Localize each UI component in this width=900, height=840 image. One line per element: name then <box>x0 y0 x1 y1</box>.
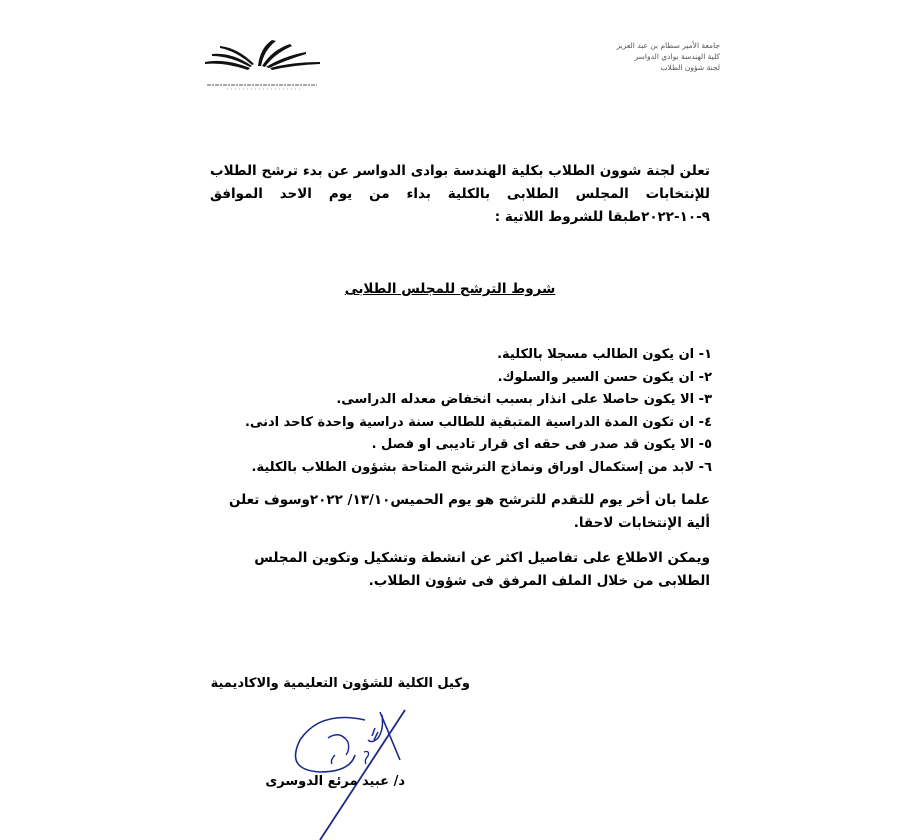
condition-item: ٥- الا يكون قد صدر فى حقه اى قرار تاديبى او فصل . <box>371 437 712 452</box>
header-line-college: كلية الهندسة بوادي الدواسر <box>634 52 720 61</box>
condition-item: ٣- الا يكون حاصلا على انذار بسبب انخفاض معدله الدراسى. <box>336 392 712 407</box>
condition-item: ٢- ان يكون حسن السير والسلوك. <box>497 369 712 385</box>
header-line-university: جامعة الأمير سطام بن عبد العزيز <box>616 41 720 50</box>
conditions-title: شروط الترشح للمجلس الطلابى <box>344 281 556 297</box>
condition-item: ٦- لابد من إستكمال اوراق ونماذج الترشح المتاحة بشؤون الطلاب بالكلية. <box>251 459 712 475</box>
conditions-list <box>212 344 712 479</box>
header-line-committee: لجنة شؤون الطلاب <box>660 63 720 72</box>
announcement-intro: تعلن لجنة شوون الطلاب بكلية الهندسة بوادى الدواسر عن بدء ترشح الطلاب للإنتخابات المجلس الطلابى بالكلية بداء من يوم الاحد الموافق ٩-١٠-٢٠٢٢طبقا للشروط اللاتية : <box>210 163 710 225</box>
letterhead-text <box>560 40 720 73</box>
signatory-name: د/ عبيد مرئع الدوسرى <box>265 774 405 789</box>
more-info-paragraph: ويمكن الاطلاع على تفاصيل اكثر عن انشطة وتشكيل وتكوين المجلس الطلابى من خلال الملف المرفق فى شؤون الطلاب. <box>254 550 710 589</box>
signatory-title: وكيل الكلية للشؤون التعليمية والاكاديمية <box>210 676 470 691</box>
deadline-note: علما بان أخر يوم للتقدم للترشح هو يوم الحميس١٣/١٠/ ٢٠٢٢وسوف تعلن ألية الإنتخابات لاحقا. <box>229 492 710 531</box>
logo-caption-text-icon <box>207 82 317 90</box>
logo-caption <box>207 82 317 90</box>
condition-item: ٤- ان تكون المدة الدراسية المتبقية للطالب سنة دراسية واحدة كاحد ادنى. <box>244 414 712 430</box>
handwritten-signature-icon <box>280 700 450 840</box>
condition-item: ١- ان يكون الطالب مسجلا بالكلية. <box>497 347 712 362</box>
